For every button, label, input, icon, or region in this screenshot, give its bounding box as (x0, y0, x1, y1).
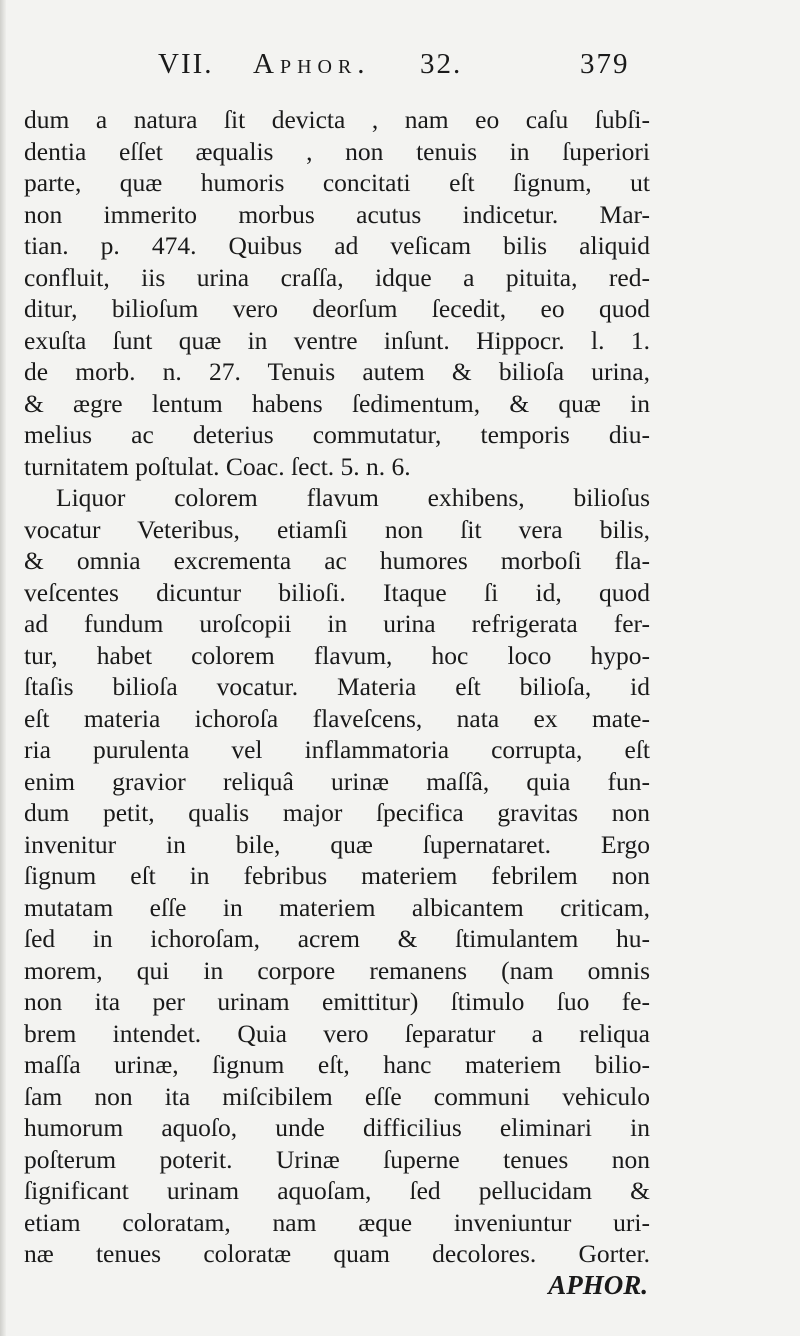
text-line: non immerito morbus acutus indicetur. Mar- (24, 199, 650, 229)
text-line: ſed in ichoroſam, acrem & ſtimulantem hu- (24, 924, 650, 953)
running-header (150, 48, 670, 92)
page-number: 379 (580, 48, 630, 80)
text-line: exuſta ſunt quæ in ventre inſunt. Hippocr. l. 1. (24, 325, 650, 355)
text-line: & ægre lentum habens ſedimentum, & quæ in (24, 388, 650, 418)
text-line: ad fundum uroſcopii in urina refrigerata fer- (24, 609, 650, 638)
text-line: turnitatem poſtulat. Coac. ſect. 5. n. 6. (24, 451, 411, 481)
text-line: ſtaſis bilioſa vocatur. Materia eſt bilioſa, id (24, 672, 650, 701)
text-line: de morb. n. 27. Tenuis autem & bilioſa urina, (24, 357, 650, 386)
text-line: dentia eſſet æqualis , non tenuis in ſuperiori (24, 136, 650, 166)
text-line: tur, habet colorem flavum, hoc loco hypo- (24, 640, 650, 670)
text-line: veſcentes dicuntur bilioſi. Itaque ſi id, quod (24, 577, 650, 607)
text-line: maſſa urinæ, ſignum eſt, hanc materiem bilio- (24, 1050, 650, 1079)
text-line: humorum aquoſo, unde difficilius eliminari in (24, 1113, 650, 1142)
header-aphor: Aphor. (253, 48, 371, 80)
text-line: melius ac deterius commutatur, temporis diu- (24, 420, 650, 449)
body-text (24, 104, 650, 1301)
text-line: mutatam eſſe in materiem albicantem criticam, (24, 892, 650, 922)
text-line: vocatur Veteribus, etiamſi non ſit vera bilis, (24, 514, 650, 544)
text-line: tian. p. 474. Quibus ad veſicam bilis aliquid (24, 231, 650, 260)
text-line: parte, quæ humoris concitati eſt ſignum, ut (24, 168, 650, 197)
text-line: ditur, bilioſum vero deorſum ſecedit, eo quod (24, 294, 650, 323)
text-line: etiam coloratam, nam æque inveniuntur uri- (24, 1207, 650, 1237)
paragraph-start-line: Liquor colorem flavum exhibens, bilioſus (56, 483, 650, 512)
text-line: invenitur in bile, quæ ſupernataret. Ergo (24, 829, 650, 859)
text-line: ria purulenta vel inflammatoria corrupta, eſt (24, 735, 650, 764)
text-line: ſam non ita miſcibilem eſſe communi vehiculo (24, 1081, 650, 1111)
text-line: non ita per urinam emittitur) ſtimulo ſuo fe- (24, 987, 650, 1016)
text-line: næ tenues coloratæ quam decolores. Gorter. (24, 1239, 650, 1268)
text-line: enim gravior reliquâ urinæ maſſâ, quia fun- (24, 766, 650, 796)
text-line: dum petit, qualis major ſpecifica gravitas non (24, 798, 650, 827)
text-line: & omnia excrementa ac humores morboſi fla- (24, 546, 650, 575)
text-line: brem intendet. Quia vero ſeparatur a reliqua (24, 1018, 650, 1048)
header-aphorism-number: 32. (420, 48, 463, 80)
header-chapter: VII. (158, 48, 214, 80)
text-line: ſignum eſt in febribus materiem febrilem non (24, 861, 650, 890)
text-line: morem, qui in corpore remanens (nam omnis (24, 955, 650, 985)
text-line: eſt materia ichoroſa flaveſcens, nata ex mate- (24, 703, 650, 733)
catchword: APHOR. (548, 1269, 648, 1300)
page-edge (0, 0, 6, 1336)
text-line: poſterum poterit. Urinæ ſuperne tenues non (24, 1144, 650, 1174)
text-line: dum a natura ſit devicta , nam eo caſu ſubſi- (24, 105, 650, 134)
text-line: ſignificant urinam aquoſam, ſed pellucidam & (24, 1176, 650, 1205)
text-line: confluit, iis urina craſſa, idque a pituita, red- (24, 262, 650, 292)
